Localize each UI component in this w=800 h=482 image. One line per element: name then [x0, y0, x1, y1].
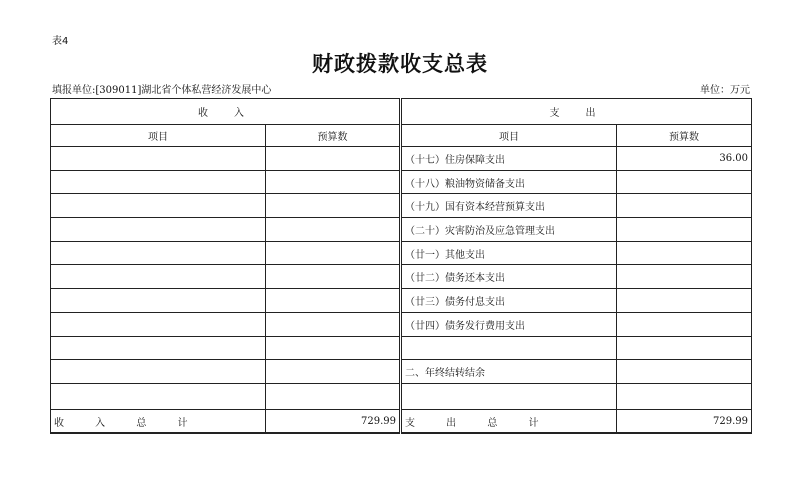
expense-budget-cell	[617, 360, 752, 384]
expense-budget-cell	[617, 194, 752, 218]
expense-item-cell: （廿四）债务发行费用支出	[401, 312, 617, 336]
income-budget-cell	[266, 194, 401, 218]
income-item-cell	[51, 265, 266, 289]
income-budget-cell	[266, 336, 401, 360]
income-budget-cell	[266, 360, 401, 384]
income-budget-cell	[266, 265, 401, 289]
expense-budget-cell	[617, 289, 752, 313]
table-row	[51, 383, 752, 409]
income-item-cell	[51, 336, 266, 360]
income-budget-cell	[266, 218, 401, 242]
expense-item-cell: （廿三）债务付息支出	[401, 289, 617, 313]
income-item-cell	[51, 194, 266, 218]
income-item-cell	[51, 147, 266, 171]
income-section-header: 收 入	[51, 99, 401, 125]
income-item-header: 项目	[51, 125, 266, 147]
expense-item-cell: （廿一）其他支出	[401, 241, 617, 265]
expense-budget-cell	[617, 383, 752, 409]
expense-item-header: 项目	[401, 125, 617, 147]
finance-table	[50, 98, 752, 434]
reporting-unit: 填报单位:[309011]湖北省个体私营经济发展中心	[52, 85, 272, 96]
expense-total-value: 729.99	[617, 409, 752, 433]
expense-section-header: 支 出	[401, 99, 752, 125]
income-budget-cell	[266, 312, 401, 336]
income-item-cell	[51, 312, 266, 336]
expense-total-label: 支 出 总 计	[401, 409, 617, 433]
income-item-cell	[51, 289, 266, 313]
table-row	[51, 289, 752, 313]
table-row	[51, 360, 752, 384]
table-number: 表4	[52, 36, 69, 47]
income-budget-cell	[266, 241, 401, 265]
income-budget-cell	[266, 147, 401, 171]
expense-budget-cell	[617, 241, 752, 265]
table-row	[51, 194, 752, 218]
income-budget-cell	[266, 170, 401, 194]
expense-budget-cell	[617, 312, 752, 336]
column-header-row	[51, 125, 752, 147]
expense-budget-cell	[617, 170, 752, 194]
expense-item-cell: （二十）灾害防治及应急管理支出	[401, 218, 617, 242]
table-row	[51, 218, 752, 242]
expense-item-cell: 二、年终结转结余	[401, 360, 617, 384]
expense-budget-header: 预算数	[617, 125, 752, 147]
table-row	[51, 147, 752, 171]
income-budget-cell	[266, 289, 401, 313]
income-budget-header: 预算数	[266, 125, 401, 147]
table-row	[51, 170, 752, 194]
table-row	[51, 312, 752, 336]
section-header-row	[51, 99, 752, 125]
expense-item-cell	[401, 383, 617, 409]
expense-budget-cell	[617, 336, 752, 360]
income-budget-cell	[266, 383, 401, 409]
income-item-cell	[51, 360, 266, 384]
total-row	[51, 409, 752, 433]
income-total-value: 729.99	[266, 409, 401, 433]
expense-item-cell: （十八）粮油物资储备支出	[401, 170, 617, 194]
income-item-cell	[51, 383, 266, 409]
expense-budget-cell	[617, 218, 752, 242]
expense-item-cell: （廿二）债务还本支出	[401, 265, 617, 289]
table-row	[51, 265, 752, 289]
expense-item-cell: （十七）住房保障支出	[401, 147, 617, 171]
income-item-cell	[51, 218, 266, 242]
table-row	[51, 241, 752, 265]
expense-item-cell: （十九）国有资本经营预算支出	[401, 194, 617, 218]
income-item-cell	[51, 241, 266, 265]
expense-budget-cell: 36.00	[617, 147, 752, 171]
expense-item-cell	[401, 336, 617, 360]
income-total-label: 收 入 总 计	[51, 409, 266, 433]
expense-budget-cell	[617, 265, 752, 289]
page-title: 财政拨款收支总表	[312, 51, 488, 76]
table-row	[51, 336, 752, 360]
currency-unit: 单位：万元	[700, 85, 750, 96]
income-item-cell	[51, 170, 266, 194]
